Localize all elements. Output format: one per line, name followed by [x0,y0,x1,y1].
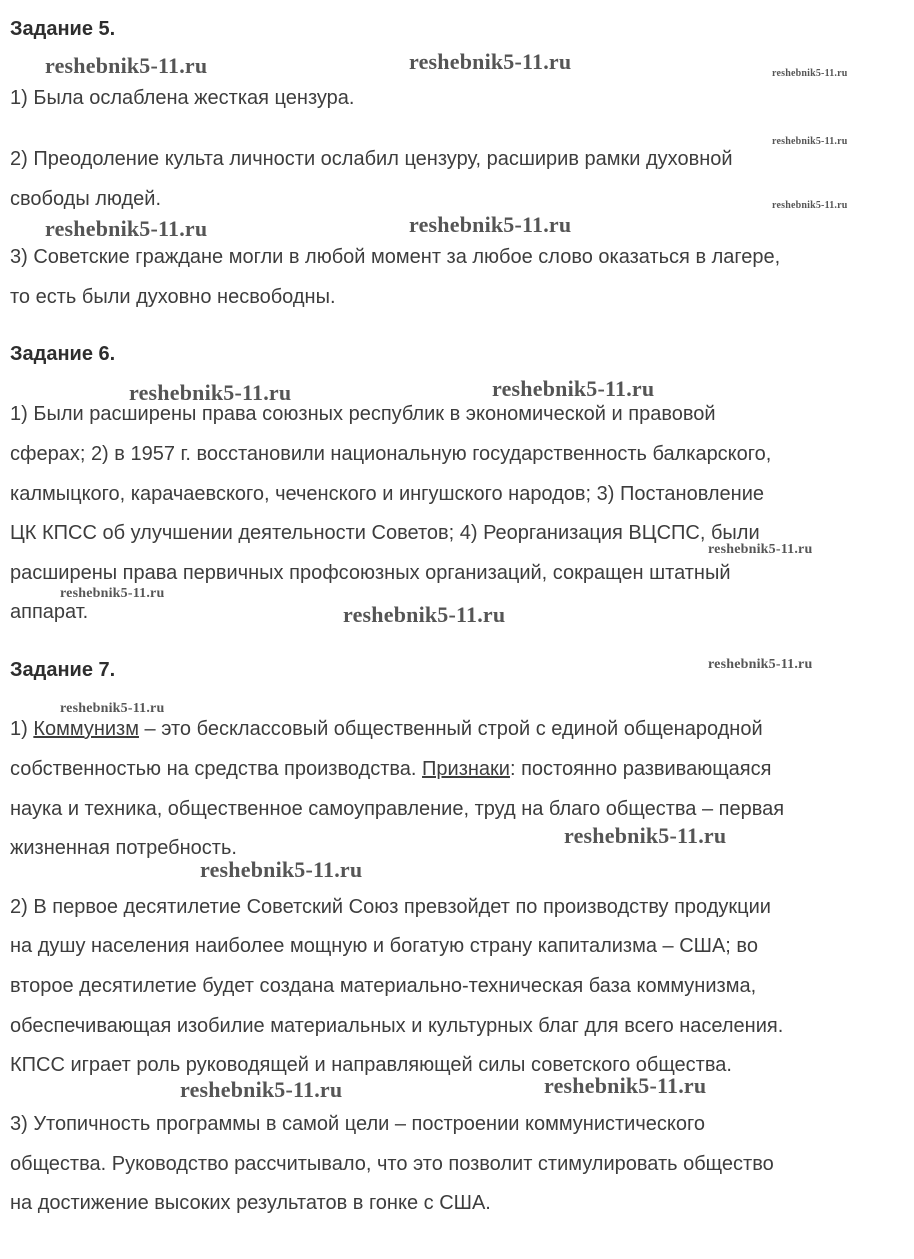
watermark: reshebnik5-11.ru [60,586,165,601]
task-7-line: на душу населения наиболее мощную и богатую страну капитализма – США; во [10,935,758,957]
task-7-line: наука и техника, общественное самоуправление, труд на благо общества – первая [10,798,785,820]
watermark: reshebnik5-11.ru [708,542,813,557]
task-5-line: 3) Советские граждане могли в любой момент за любое слово оказаться в лагере, [10,246,781,268]
watermark: reshebnik5-11.ru [564,823,727,848]
watermark: reshebnik5-11.ru [129,380,292,405]
task-7-line [10,757,771,781]
task-7-text: собственностью на средства производства. [10,758,423,780]
watermark: reshebnik5-11.ru [544,1073,707,1098]
watermark: reshebnik5-11.ru [708,657,813,672]
watermark: reshebnik5-11.ru [200,857,363,882]
watermark: reshebnik5-11.ru [409,49,572,74]
watermark: reshebnik5-11.ru [492,376,655,401]
task-5-line: то есть были духовно несвободны. [10,286,336,308]
watermark: reshebnik5-11.ru [60,701,165,716]
watermark: reshebnik5-11.ru [343,602,506,627]
watermark: reshebnik5-11.ru [772,68,848,79]
task-7-line: на достижение высоких результатов в гонке с США. [10,1192,491,1214]
task-7-line: жизненная потребность. [10,837,237,859]
task-6-line: расширены права первичных профсоюзных организаций, сокращен штатный [10,562,731,584]
task-6-line: ЦК КПСС об улучшении деятельности Советов; 4) Реорганизация ВЦСПС, были [10,522,760,544]
task-6-line: сферах; 2) в 1957 г. восстановили национальную государственность балкарского, [10,443,772,465]
watermark: reshebnik5-11.ru [772,200,848,211]
watermark: reshebnik5-11.ru [45,216,208,241]
task-7-heading: Задание 7. [10,659,116,681]
watermark: reshebnik5-11.ru [409,212,572,237]
watermark: reshebnik5-11.ru [45,53,208,78]
task-7-line: КПСС играет роль руководящей и направляющей силы советского общества. [10,1054,732,1076]
term-features: Признаки [422,758,510,780]
task-6-line: аппарат. [10,601,89,623]
task-7-line: обеспечивающая изобилие материальных и культурных благ для всего населения. [10,1015,784,1037]
task-6-line: калмыцкого, карачаевского, чеченского и ингушского народов; 3) Постановление [10,483,765,505]
task-6-heading: Задание 6. [10,343,116,365]
task-7-line: общества. Руководство рассчитывало, что это позволит стимулировать общество [10,1153,774,1175]
task-7-text: – это бесклассовый общественный строй с единой общенародной [138,718,763,740]
task-7-line: второе десятилетие будет создана материально-техническая база коммунизма, [10,975,757,997]
term-communism: Коммунизм [33,718,139,740]
task-6-line: 1) Были расширены права союзных республик в экономической и правовой [10,403,716,425]
task-7-line [10,717,763,741]
task-7-line: 3) Утопичность программы в самой цели – построении коммунистического [10,1113,705,1135]
watermark: reshebnik5-11.ru [772,136,848,147]
task-5-line: свободы людей. [10,188,162,210]
task-7-prefix: 1) [10,718,34,740]
task-5-line: 1) Была ослаблена жесткая цензура. [10,87,355,109]
task-7-text: : постоянно развивающаяся [509,758,772,780]
task-5-line: 2) Преодоление культа личности ослабил цензуру, расширив рамки духовной [10,148,733,170]
watermark: reshebnik5-11.ru [180,1077,343,1102]
task-7-line: 2) В первое десятилетие Советский Союз превзойдет по производству продукции [10,896,771,918]
task-5-heading: Задание 5. [10,18,116,40]
